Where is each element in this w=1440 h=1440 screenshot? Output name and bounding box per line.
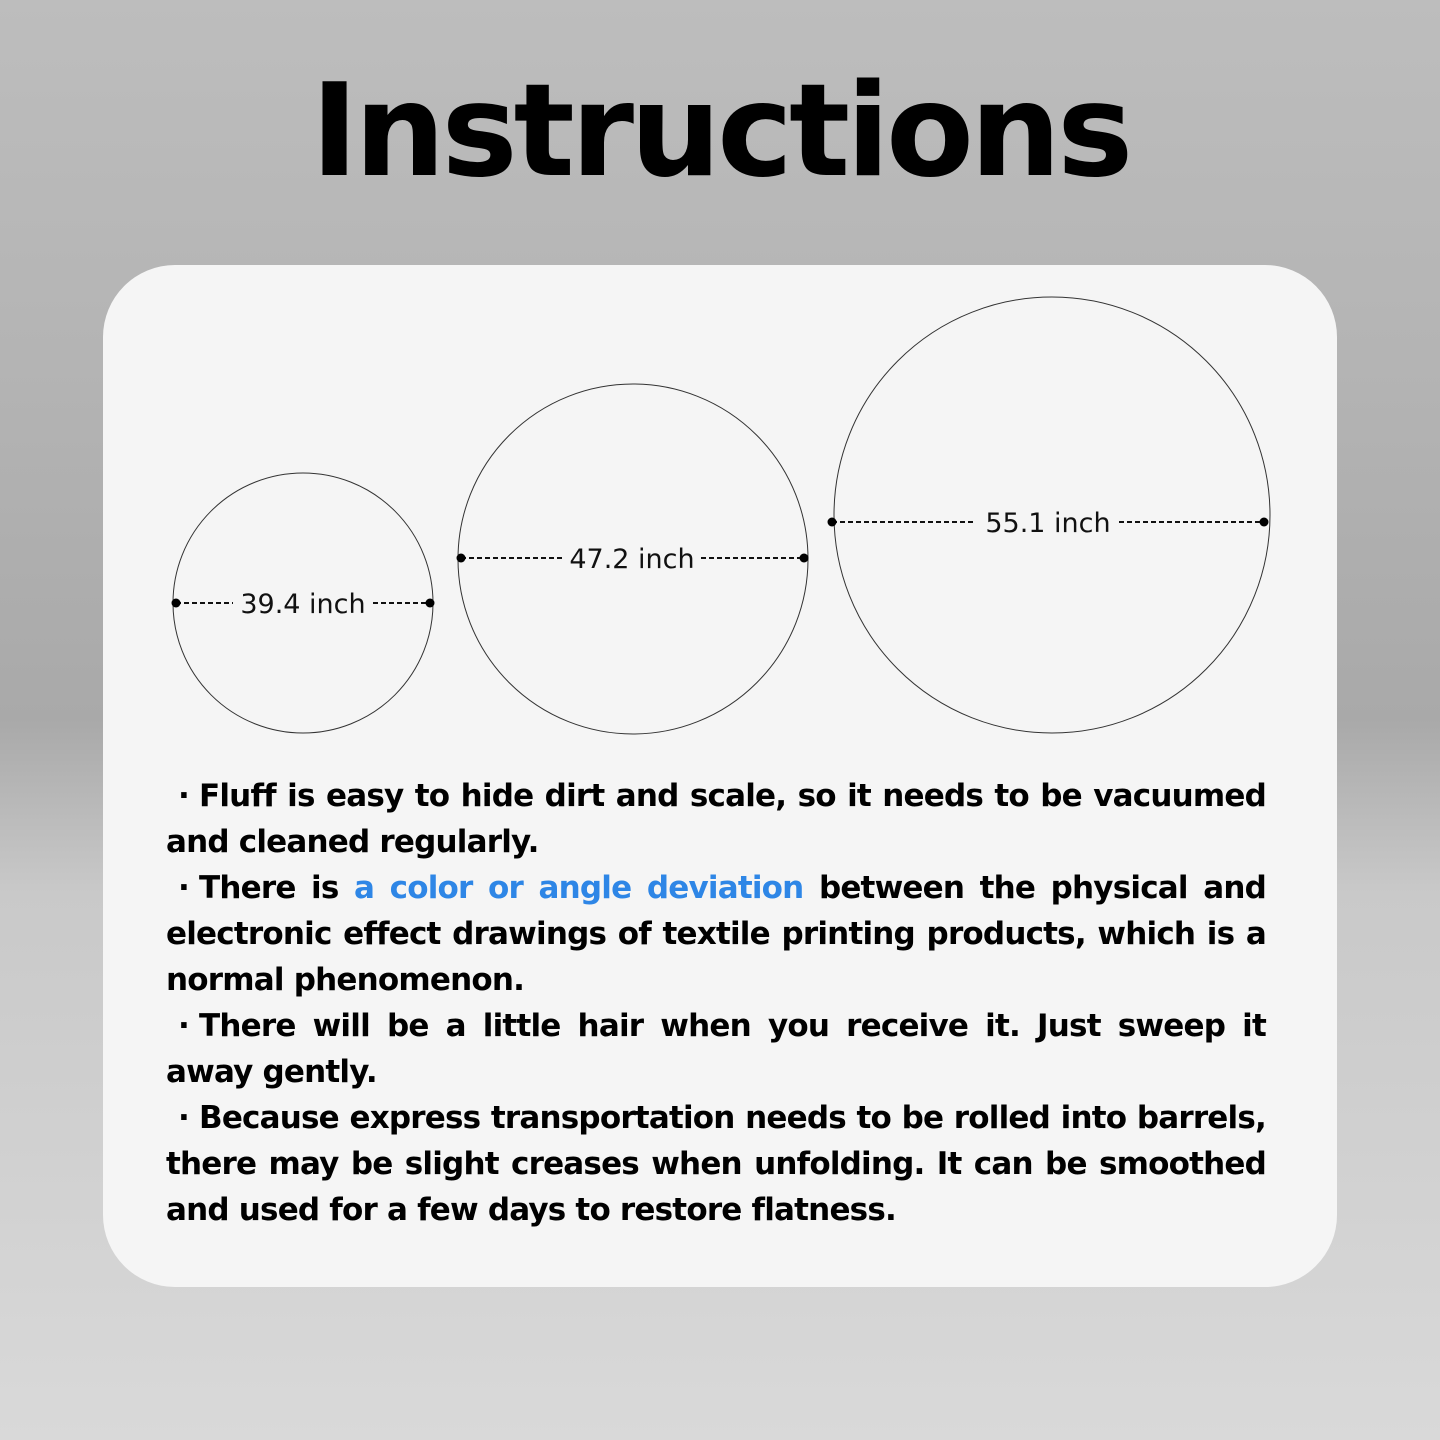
endpoint-medium-right <box>800 554 809 563</box>
note-text: There is <box>198 870 355 906</box>
instructions-card <box>103 265 1337 1287</box>
size-diagram <box>103 265 1337 745</box>
note-item <box>166 1095 1266 1233</box>
endpoint-medium-left <box>457 554 466 563</box>
endpoint-small-right <box>426 599 435 608</box>
size-label-large: 55.1 inch <box>985 508 1111 539</box>
endpoint-small-left <box>172 599 181 608</box>
note-text: There will be a little hair when you receive it. Just sweep it away gently. <box>166 1008 1266 1090</box>
bullet-dot: · <box>178 870 189 906</box>
bullet-dot: · <box>178 778 189 814</box>
note-item <box>166 1003 1266 1095</box>
endpoint-large-left <box>828 518 837 527</box>
size-small-group <box>172 473 435 733</box>
note-text: Fluff is easy to hide dirt and scale, so it needs to be vacuumed and cleaned regularly. <box>166 778 1266 860</box>
size-large-group <box>828 297 1271 733</box>
bullet-dot: · <box>178 1100 189 1136</box>
size-label-medium: 47.2 inch <box>569 544 695 575</box>
page-title: Instructions <box>310 57 1130 206</box>
note-item <box>166 773 1266 865</box>
note-highlight: a color or angle deviation <box>354 870 804 906</box>
size-medium-group <box>457 384 809 734</box>
note-text: Because express transportation needs to be rolled into barrels, there may be slight creases when unfolding. It can be smoothed and used for a few days to restore flatness. <box>166 1100 1266 1228</box>
care-notes-list <box>166 773 1266 1233</box>
size-label-small: 39.4 inch <box>240 589 366 620</box>
bullet-dot: · <box>178 1008 189 1044</box>
endpoint-large-right <box>1260 518 1269 527</box>
note-text-after: between the physical and electronic effect drawings of textile printing products, which is a normal phenomenon. <box>166 870 1266 998</box>
note-item <box>166 865 1266 1003</box>
